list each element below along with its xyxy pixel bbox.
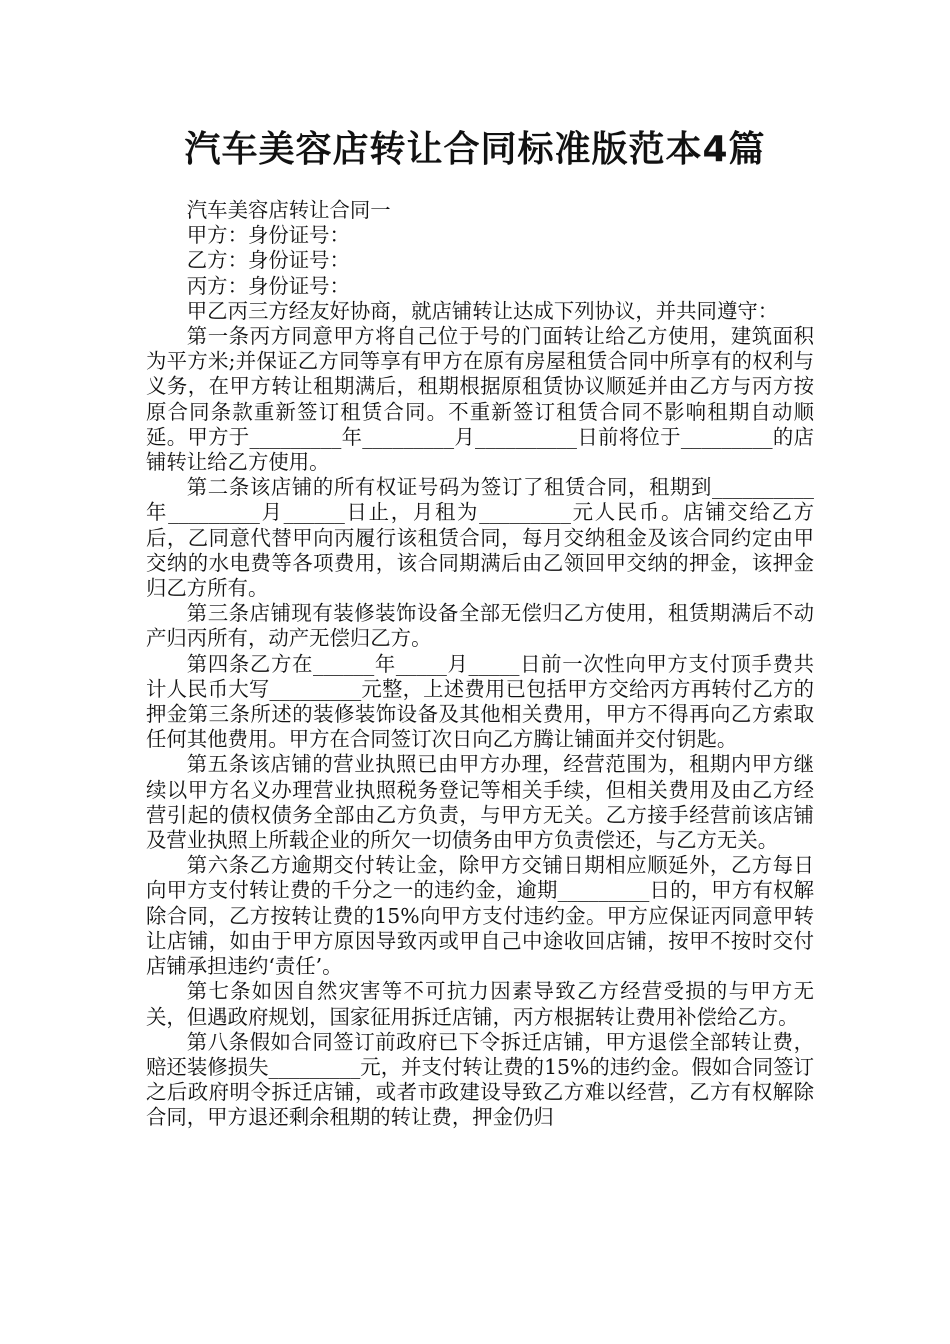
article-8-paragraph: 第八条假如合同签订前政府已下令拆迁店铺，甲方退偿全部转让费，赔还装修损失_________元，并支付转让费的15%的违约金。假如合同签订之后政府明令拆迁店铺，或者市政建设导致乙方难以经营，乙方有权解除合同，甲方退还剩余租期的转让费，押金仍归 (146, 1029, 814, 1130)
article-3-paragraph: 第三条店铺现有装修装饰设备全部无偿归乙方使用，租赁期满后不动产归丙所有，动产无偿归乙方。 (146, 601, 814, 651)
article-2-paragraph: 第二条该店铺的所有权证号码为签订了租赁合同，租期到__________年_________月______日止，月租为_________元人民币。店铺交给乙方后，乙同意代替甲向丙履行该租赁合同，每月交纳租金及该合同约定由甲交纳的水电费等各项费用，该合同期满后由乙领回甲交纳的押金，该押金归乙方所有。 (146, 475, 814, 601)
article-1-paragraph: 第一条丙方同意甲方将自己位于号的门面转让给乙方使用，建筑面积为平方米;并保证乙方同等享有甲方在原有房屋租赁合同中所享有的权利与义务，在甲方转让租期满后，租期根据原租赁协议顺延并由乙方与丙方按原合同条款重新签订租赁合同。不重新签订租赁合同不影响租期自动顺延。甲方于_________年_________月__________日前将位于_________的店铺转让给乙方使用。 (146, 324, 814, 475)
party-a-line: 甲方：身份证号： (186, 223, 350, 248)
document-title: 汽车美容店转让合同标准版范本4篇 (184, 129, 766, 170)
article-5-paragraph: 第五条该店铺的营业执照已由甲方办理，经营范围为，租期内甲方继续以甲方名义办理营业执照税务登记等相关手续，但相关费用及由乙方经营引起的债权债务全部由乙方负责，与甲方无关。乙方接手经营前该店铺及营业执照上所载企业的所欠一切债务由甲方负责偿还，与乙方无关。 (146, 752, 814, 853)
section-heading: 汽车美容店转让合同一 (186, 198, 391, 222)
party-b-line: 乙方：身份证号： (186, 248, 350, 273)
document-body (146, 198, 814, 1131)
preamble-paragraph: 甲乙丙三方经友好协商，就店铺转让达成下列协议，并共同遵守： (186, 298, 779, 323)
article-6-paragraph: 第六条乙方逾期交付转让金，除甲方交铺日期相应顺延外，乙方每日向甲方支付转让费的千分之一的违约金，逾期_________日的，甲方有权解除合同，乙方按转让费的15%向甲方支付违约金。甲方应保证丙同意甲转让店铺，如由于甲方原因导致丙或甲自己中途收回店铺，按甲不按时交付店铺承担违约‘责任’。 (146, 853, 814, 979)
article-7-paragraph: 第七条如因自然灾害等不可抗力因素导致乙方经营受损的与甲方无关，但遇政府规划，国家征用拆迁店铺，丙方根据转让费用补偿给乙方。 (146, 979, 814, 1029)
article-4-paragraph: 第四条乙方在______年_____月_____日前一次性向甲方支付顶手费共计人民币大写_________元整，上述费用已包括甲方交给丙方再转付乙方的押金第三条所述的装修装饰设备及其他相关费用，甲方不得再向乙方索取任何其他费用。甲方在合同签订次日向乙方腾让铺面并交付钥匙。 (146, 651, 814, 752)
party-c-line: 丙方：身份证号： (186, 273, 350, 298)
